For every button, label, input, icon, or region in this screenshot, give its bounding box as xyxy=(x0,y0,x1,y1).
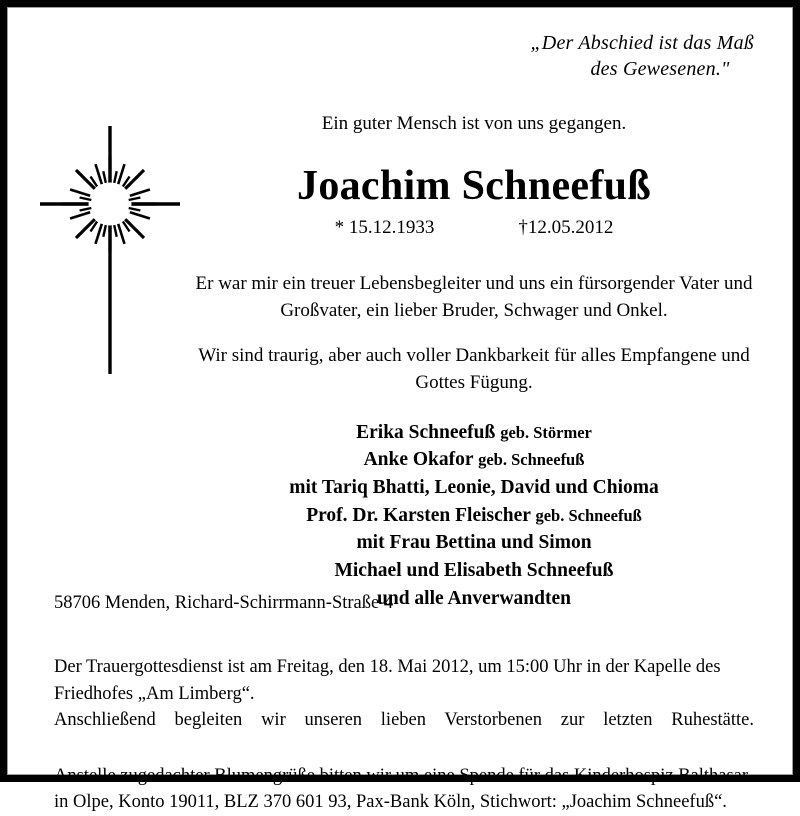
obituary-body xyxy=(178,112,770,612)
address-line: 58706 Menden, Richard-Schirrmann-Straße 4 xyxy=(54,593,394,613)
obituary-card xyxy=(7,7,793,813)
funeral-service-details xyxy=(54,654,754,733)
epigraph xyxy=(530,30,754,83)
mourner-line xyxy=(178,557,770,585)
mourner-line xyxy=(178,474,770,502)
mourner-name: Erika Schneefuß xyxy=(356,421,496,443)
mourner-name: mit Tariq Bhatti, Leonie, David und Chioma xyxy=(289,477,659,499)
donation-line-1: Anstelle zugedachter Blumengrüße bitten wir um eine Spende für das Kinderhospiz Balthasar xyxy=(54,766,749,787)
mourner-name: Prof. Dr. Karsten Fleischer xyxy=(306,504,531,526)
epigraph-line-1: „Der Abschied ist das Maß xyxy=(530,32,754,54)
service-line-3: Anschließend begleiten wir unseren lieben Verstorbenen zur letzten Ruhestätte. xyxy=(54,709,754,730)
death-date: †12.05.2012 xyxy=(518,216,614,238)
tribute-paragraph-2: Wir sind traurig, aber auch voller Dankbarkeit für alles Empfangene und Gottes Fügung. xyxy=(198,344,750,393)
service-line-1: Der Trauergottesdienst ist am Freitag, den 18. Mai 2012, um 15:00 Uhr in der Kapelle des xyxy=(54,657,721,678)
donation-request xyxy=(54,763,754,816)
mourner-line xyxy=(178,419,770,447)
mourner-suffix: geb. Störmer xyxy=(500,422,592,442)
birth-date: * 15.12.1933 xyxy=(334,216,435,238)
mourner-line xyxy=(178,529,770,557)
tribute-text xyxy=(178,271,770,397)
mourner-suffix: geb. Schneefuß xyxy=(478,450,585,470)
epigraph-line-2: des Gewesenen." xyxy=(590,58,730,81)
mourner-line xyxy=(178,446,770,474)
mourner-name: Michael und Elisabeth Schneefuß xyxy=(334,560,614,582)
life-dates xyxy=(178,217,770,239)
mourner-name: und alle Anverwandten xyxy=(377,587,571,609)
service-line-2: Friedhofes „Am Limberg“. xyxy=(54,683,255,704)
mourner-line xyxy=(178,502,770,530)
obituary-footer xyxy=(54,587,754,816)
donation-line-2: in Olpe, Konto 19011, BLZ 370 601 93, Pax-Bank Köln, Stichwort: „Joachim Schneefuß“. xyxy=(54,792,727,813)
mourner-name: Anke Okafor xyxy=(363,449,474,471)
tribute-paragraph-1: Er war mir ein treuer Lebensbegleiter und uns ein fürsorgender Vater und Großvater, ein lieber Bruder, Schwager und Onkel. xyxy=(195,272,753,321)
mourner-suffix: geb. Schneefuß xyxy=(535,505,642,525)
mourner-name: mit Frau Bettina und Simon xyxy=(356,532,592,554)
cross-with-sunburst-icon xyxy=(36,126,184,374)
mourners-list xyxy=(178,419,770,613)
intro-line: Ein guter Mensch ist von uns gegangen. xyxy=(321,113,627,134)
deceased-name: Joachim Schneefuß xyxy=(297,162,651,209)
